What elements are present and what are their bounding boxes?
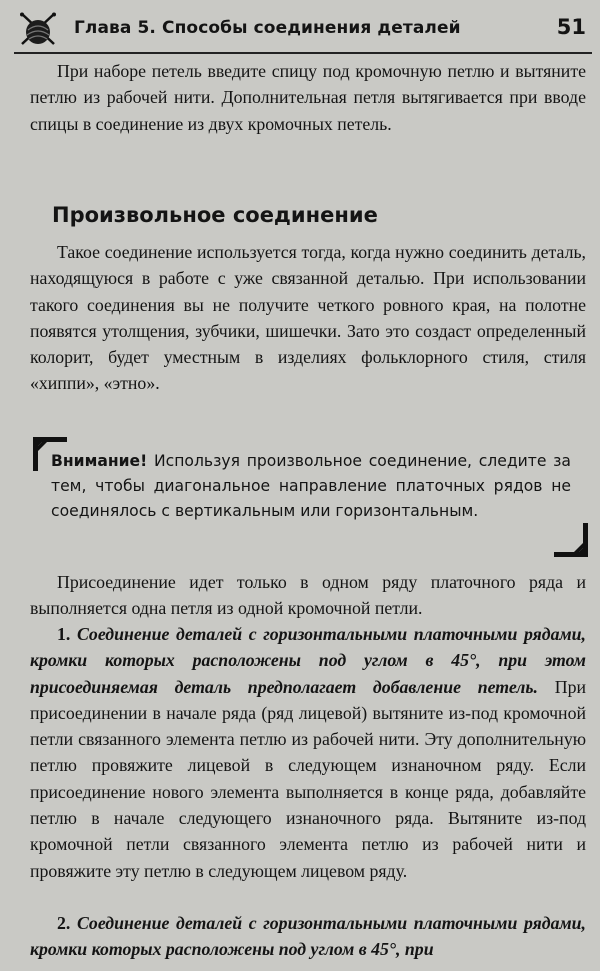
item-title: Соединение деталей с горизонтальными платочными рядами, кромки которых расположены под углом в 45°, при этом присоединяемая деталь предполагает добавление петель. bbox=[30, 624, 586, 697]
join-paragraph: Присоединение идет только в одном ряду платочного ряда и выполняется одна петля из одной кромочной петли. bbox=[30, 572, 586, 619]
note-label: Внимание! bbox=[51, 452, 148, 470]
note-body: Используя произвольное соединение, следите за тем, чтобы диагональное направление платочных рядов не соединялось с вертикальным или горизонтальным. bbox=[51, 452, 571, 520]
running-header bbox=[14, 8, 592, 54]
attention-note bbox=[33, 437, 588, 557]
item-title: Соединение деталей с горизонтальными платочными рядами, кромки которых расположены под углом в 45°, при bbox=[30, 913, 586, 960]
list-item bbox=[30, 621, 586, 884]
note-corner-bottom-right bbox=[554, 523, 588, 557]
note-text bbox=[51, 449, 571, 524]
list-item bbox=[30, 910, 586, 963]
yarn-ball-with-needles-icon bbox=[16, 12, 60, 48]
item-number: 1. bbox=[57, 624, 71, 644]
section-paragraph: Такое соединение используется тогда, когда нужно соединить деталь, находящуюся в работе с уже связанной деталью. При использовании такого соединения вы не получите четкого ровного края, на полотне появятся утолщения, зубчики, шишечки. Зато это создаст определенный колорит, будет уместным в изделиях фольклорного стиля, стиля «хиппи», «этно». bbox=[30, 242, 586, 394]
item-number: 2. bbox=[57, 913, 71, 933]
item-body: При присоединении в начале ряда (ряд лицевой) вытяните из-под кромочной петли связанного элемента петлю из рабочей нити. Эту дополнительную петлю провяжите лицевой в следующем изнаночном ряду. Если присоединение нового элемента выполняется в конце ряда, добавляйте петлю в начале следующего изнаночного ряда. Вытяните из-под кромочной петли связанного элемента петлю из рабочей нити и провяжите эту петлю в следующем лицевом ряду. bbox=[30, 676, 587, 881]
intro-paragraph: При наборе петель введите спицу под кромочную петлю и вытяните петлю из рабочей нити. Дополнительная петля вытягивается при вводе спицы в соединение из двух кромочных петель. bbox=[30, 61, 586, 134]
chapter-title: Глава 5. Способы соединения деталей bbox=[74, 18, 461, 38]
page-number: 51 bbox=[556, 15, 586, 39]
section-title: Произвольное соединение bbox=[52, 203, 378, 227]
